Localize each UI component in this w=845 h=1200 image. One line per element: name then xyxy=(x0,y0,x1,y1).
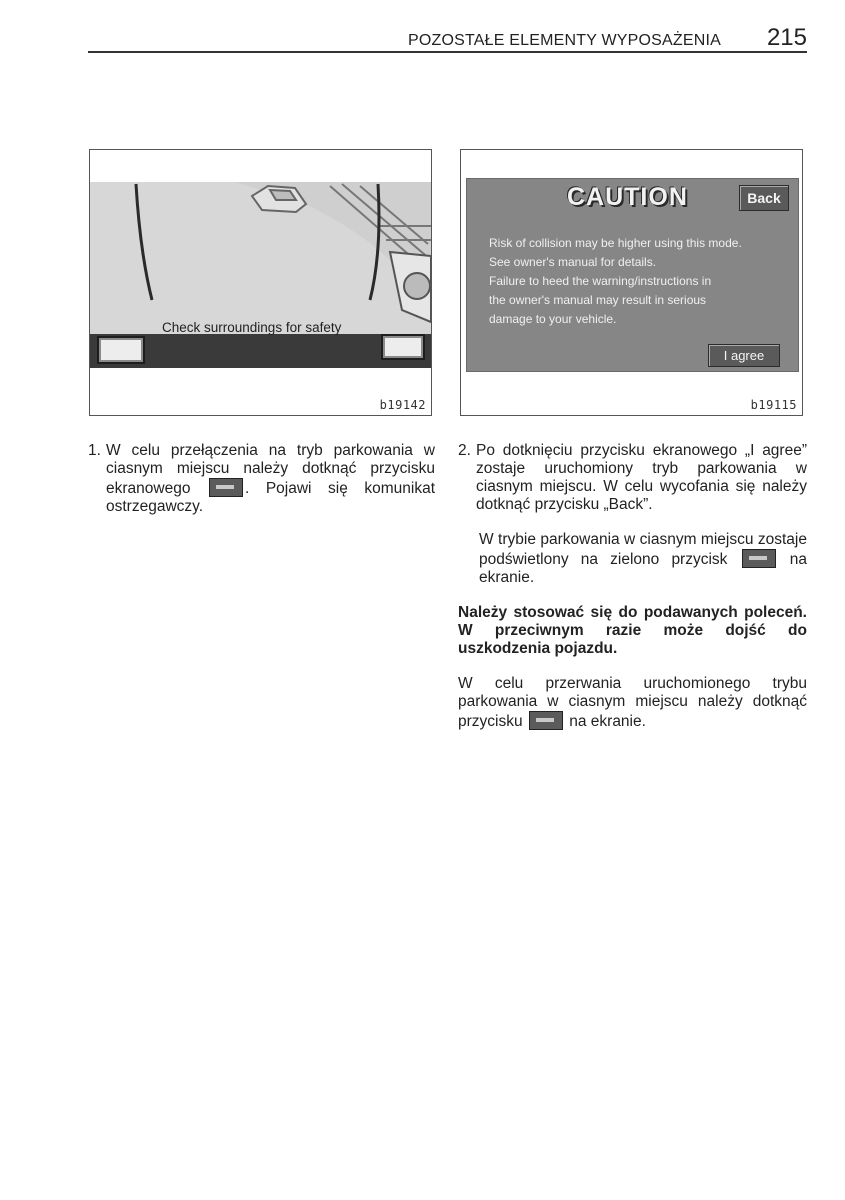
step-number: 2. xyxy=(458,442,471,459)
back-button[interactable]: Back xyxy=(739,185,789,211)
step-2-note xyxy=(458,531,807,587)
camera-view xyxy=(90,182,431,368)
caution-line: damage to your vehicle. xyxy=(489,312,617,326)
caution-line: Risk of collision may be higher using this mode. xyxy=(489,236,742,250)
step-text: Po dotknięciu przycisku ekranowego „I agree” zostaje uruchomiony tryb parkowania w ciasnym miejscu. W celu wycofania się należy dotknąć przycisku „Back”. xyxy=(476,442,807,513)
left-column xyxy=(88,442,435,516)
caution-screen-figure xyxy=(460,149,803,416)
camera-message: Check surroundings for safety xyxy=(162,320,342,335)
note-text: na ekranie. xyxy=(479,551,808,586)
right-column xyxy=(458,442,807,731)
warning-text: Należy stosować się do podawanych poleceń. W przeciwnym razie może dojść do uszkodzenia pojazdu. xyxy=(458,604,807,657)
caution-line: Failure to heed the warning/instructions in xyxy=(489,274,712,288)
note-text: W trybie parkowania w ciasnym miejscu zostaje podświetlony na zielono przycisk xyxy=(479,531,807,568)
caution-screen xyxy=(466,178,799,372)
parking-assist-button[interactable] xyxy=(381,334,425,360)
section-title: POZOSTAŁE ELEMENTY WYPOSAŻENIA xyxy=(407,32,721,49)
figure-code: b19115 xyxy=(750,398,797,412)
step-2 xyxy=(458,442,807,514)
caution-line: See owner's manual for details. xyxy=(489,255,657,269)
cancel-instruction xyxy=(458,675,807,731)
step-1 xyxy=(88,442,435,516)
step-text: . Pojawi się komunikat ostrzegawczy. xyxy=(106,480,435,515)
cancel-text: na ekranie. xyxy=(569,713,646,730)
parking-mode-button-icon xyxy=(529,711,563,730)
agree-button[interactable]: I agree xyxy=(708,344,780,367)
page-header xyxy=(88,24,807,53)
camera-mode-button[interactable] xyxy=(97,336,145,364)
step-text: W celu przełączenia na tryb parkowania w ciasnym miejscu należy dotknąć przycisku ekranowego xyxy=(106,442,435,497)
step-number: 1. xyxy=(88,442,101,459)
camera-view-figure xyxy=(89,149,432,416)
figure-code: b19142 xyxy=(379,398,426,412)
caution-line: the owner's manual may result in serious xyxy=(489,293,707,307)
caution-message xyxy=(489,234,789,329)
parking-mode-button-icon xyxy=(742,549,776,568)
cancel-text: W celu przerwania uruchomionego trybu parkowania w ciasnym miejscu należy dotknąć przycisku xyxy=(458,675,807,730)
parking-mode-button-icon xyxy=(209,478,243,497)
page-number: 215 xyxy=(766,24,807,51)
caution-title: CAUTION xyxy=(567,183,688,211)
